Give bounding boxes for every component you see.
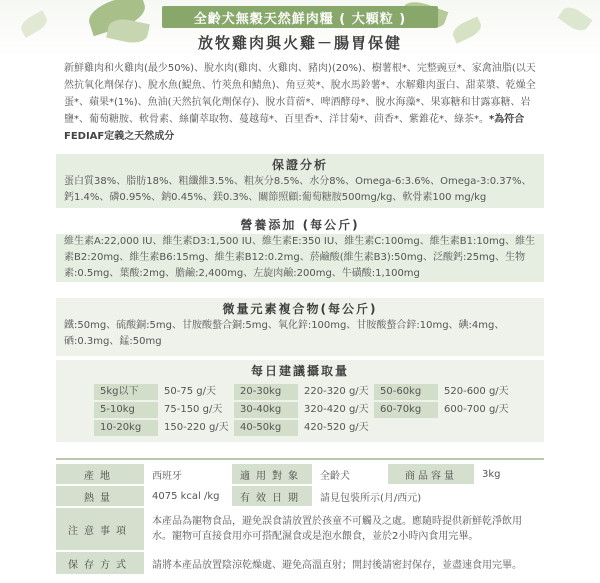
feeding-row [94,402,234,418]
target-label: 適用對象 [232,464,312,484]
weight-range: 5-10kg [94,402,158,418]
feeding-row [94,384,234,400]
feeding-row [234,384,374,400]
weight-range: 10-20kg [94,420,158,436]
daily-amount: 150-220 g/天 [164,422,229,433]
weight-range: 40-50kg [234,420,298,436]
feeding-guide-section [56,360,544,442]
weight-range: 60-70kg [374,402,438,418]
calorie-value: 4075 kcal /kg [152,490,220,502]
spec-row [56,552,544,574]
spec-row [56,508,544,550]
caution-label: 注意事項 [56,508,144,550]
weight-range: 5kg以下 [94,384,158,400]
trace-minerals-section [56,298,544,356]
spec-row [56,486,544,506]
storage-label: 保存方式 [56,552,144,574]
section-title: 每日建議攝取量 [250,364,349,378]
daily-amount: 520-600 g/天 [444,386,509,397]
leaf-decoration [558,3,593,35]
origin-label: 產地 [56,464,144,484]
weight-range: 30-40kg [234,402,298,418]
weight-range: 50-60kg [374,384,438,400]
guaranteed-analysis-section [56,154,544,208]
daily-amount: 220-320 g/天 [304,386,369,397]
section-title: 微量元素複合物(每公斤) [222,302,378,316]
section-text: 鐵:50mg、硫酸銅:5mg、甘胺酸螯合銅:5mg、氧化鋅:100mg、甘胺酸螯合鋅:10mg、碘:4mg、硒:0.3mg、錳:50mg [64,320,505,347]
daily-amount: 50-75 g/天 [164,386,216,397]
header [0,0,600,58]
expiry-value: 請見包裝所示(月/西元) [320,492,422,504]
target-value: 全齡犬 [320,470,350,482]
weight-range: 20-30kg [234,384,298,400]
feeding-row [234,402,374,418]
spec-row [56,464,544,484]
feeding-row [374,384,514,400]
calorie-label: 熱量 [56,486,144,506]
section-title: 保證分析 [271,158,328,172]
section-title: 營養添加 (每公斤) [240,218,360,232]
feeding-row [234,420,374,436]
product-subtitle: 放牧雞肉與火雞－腸胃保健 [197,34,402,52]
storage-value: 請將本產品放置陰涼乾燥處、避免高溫直射；開封後請密封保存，並盡速食用完畢。 [152,559,522,571]
ingredients-note: *為符合FEDIAF定義之天然成分 [64,114,525,142]
ingredients-paragraph [64,60,538,145]
section-text: 維生素A:22,000 IU、維生素D3:1,500 IU、維生素E:350 IU、維生素C:100mg、維生素B1:10mg、維生素B2:20mg、維生素B6:15mg、維生素B12:0.2mg、菸鹼酸(維生素B3):50mg、泛酸鈣:25mg、生物素:0.5mg、葉酸:2mg、膽鹼:2,400mg、左旋肉鹼:200mg、牛磺酸:1,100mg [56,234,544,282]
ingredients-text: 新鮮雞肉和火雞肉(最少50%)、脫水肉(雞肉、火雞肉、豬肉)(20%)、樹薯根*、完整豌豆*、家禽油脂(以天然抗氧化劑保存)、脫水魚(鯷魚、竹莢魚和鯖魚)、角豆莢*、脫水馬鈴薯*、水解雞肉蛋白、甜菜漿、乾燥全蛋*、蘋果*(1%)、魚油(天然抗氧化劑保存)、脫水苜蓿*、啤酒酵母*、脫水海藻*、果寡糖和甘露寡糖、岩鹽*、葡萄糖胺、軟骨素、絲蘭萃取物、蔓越莓*、百里香*、洋甘菊*、茴香*、紫錐花*、綠茶*。 [64,63,536,125]
daily-amount: 420-520 g/天 [304,422,369,433]
daily-amount: 320-420 g/天 [304,404,369,415]
nutrition-additives-section [56,214,544,294]
product-title: 全齡犬無穀天然鮮肉糧 ( 大顆粒 ) [162,6,438,28]
origin-value: 西班牙 [152,470,182,482]
feeding-grid [94,384,514,436]
section-text: 蛋白質38%、脂肪18%、粗纖維3.5%、粗灰分8.5%、水分8%、Omega-6:3.6%、Omega-3:0.37%、鈣1.4%、磷0.95%、鈉0.45%、鎂0.3%、關節照顧:葡萄糖胺500mg/kg、軟骨素100 mg/kg [64,176,532,203]
capacity-value: 3kg [482,468,501,480]
spec-table [56,458,544,570]
feeding-row [374,402,514,418]
capacity-label: 商品容量 [388,464,474,484]
expiry-label: 有效日期 [232,486,312,506]
daily-amount: 600-700 g/天 [444,404,509,415]
caution-value: 本產品為寵物食品，避免誤食請放置於孩童不可觸及之處。應隨時提供新鮮乾淨飲用水。寵物可直接食用亦可搭配濕食或是泡水餵食，並於2小時內食用完畢。 [152,516,522,542]
daily-amount: 75-150 g/天 [164,404,223,415]
feeding-row [94,420,234,436]
